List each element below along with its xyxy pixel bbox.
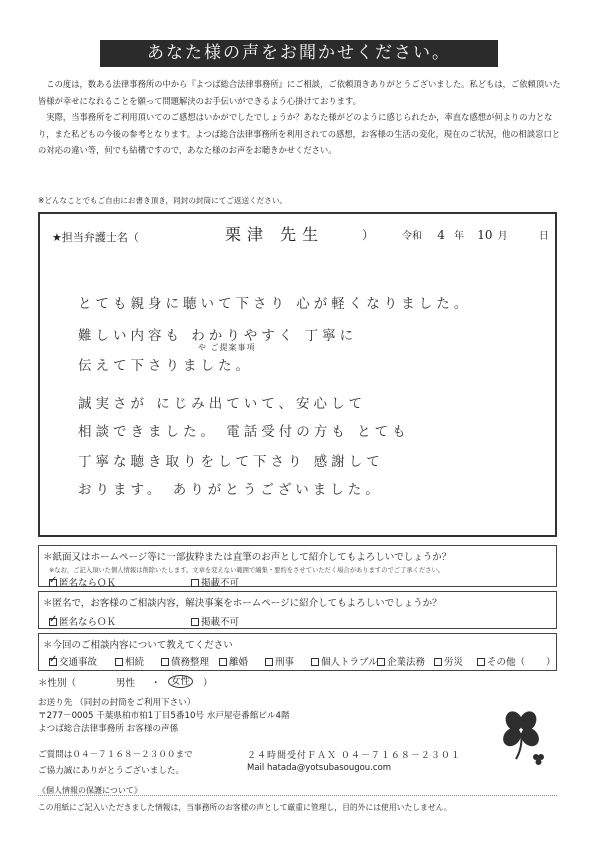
q3-option-criminal[interactable]: [265, 654, 294, 668]
q3-option-other[interactable]: [477, 654, 525, 668]
checkbox-checked-icon[interactable]: [49, 618, 57, 626]
date-month: 10: [477, 228, 493, 242]
q3-option-label: 債務整理: [171, 657, 210, 668]
q3-option-label: その他（: [487, 657, 526, 668]
intro-paragraph-2: 実際，当事務所をご利用頂いてのご感想はいかがでしたでしょうか？あなた様がどのように感じられたか，率直な感想が何よりの力となり，また私どもの今後の参考となります。よつば総合法律事務所を利用されての感想，お客様の生活の変化，現在のご状況，他の相談窓口との対応の違い等，何でも結構ですので，あなた様のお声をお聴きかせください。: [38, 112, 561, 155]
q3-option-label: 交通事故: [59, 657, 98, 668]
q3-option-corporate[interactable]: [377, 654, 425, 668]
checkbox-icon[interactable]: [311, 658, 319, 666]
checkbox-icon[interactable]: [191, 579, 199, 587]
checkbox-checked-icon[interactable]: [49, 579, 57, 587]
date-field[interactable]: [402, 227, 549, 242]
checkbox-icon[interactable]: [161, 658, 169, 666]
lawyer-label: ★担当弁護士名（: [52, 231, 139, 244]
date-era: 令和: [402, 231, 422, 242]
checkbox-icon[interactable]: [434, 658, 442, 666]
lawyer-paren-close: ）: [362, 228, 375, 242]
comment-line-2: 難しい内容も わかりやすく 丁寧に: [78, 328, 358, 344]
gender-separator: ・: [151, 678, 161, 689]
intro-paragraph-1: この度は，数ある法律事務所の中から『よつば総合法律事務所』にご相談，ご依頼頂きありがとうございました。私どもは，ご依頼頂いた皆様が幸せになれることを願って問題解決のお手伝いができるよう心掛けております。: [38, 79, 561, 106]
intro-text: [38, 76, 563, 159]
q2-option-not-allowed[interactable]: [191, 614, 239, 628]
sender-mail[interactable]: Mail hatada@yotsubasougou.com: [247, 763, 392, 773]
date-year: 4: [437, 228, 445, 242]
comment-line-1: とても親身に聴いて下さり 心が軽くなりました。: [78, 296, 472, 312]
checkbox-icon[interactable]: [191, 618, 199, 626]
sender-address: 〒277－0005 千葉県柏市柏1丁目5番10号 水戸屋壱番館ビル4階: [38, 711, 290, 721]
q3-option-label: 企業法務: [387, 657, 426, 668]
checkbox-checked-icon[interactable]: [49, 658, 57, 666]
lawyer-name[interactable]: 栗津 先生: [225, 225, 325, 244]
q1-subnote: ※なお，ご記入頂いた個人情報は削除いたします。文章を変えない範囲で編集・要約をさせていただく場合がありますのでご了承ください。: [49, 567, 445, 574]
privacy-title: 《個人情報の保護について》: [38, 786, 142, 795]
q2-option-not-allowed-label: 掲載不可: [201, 617, 240, 628]
checkbox-icon[interactable]: [219, 658, 227, 666]
page-title: あなた様の声をお聞かせください。: [100, 40, 498, 67]
instruction-note: ※どんなことでもご自由にお書き頂き，同封の封筒にてご返送ください。: [38, 196, 288, 205]
sender-fax: ２４時間受付ＦＡＸ ０４－７１６８－２３０１: [247, 751, 461, 761]
q3-option-traffic[interactable]: [49, 654, 97, 668]
checkbox-icon[interactable]: [477, 658, 485, 666]
q2-option-anonymous-ok[interactable]: [49, 614, 116, 628]
q3-option-label: 個人トラブル: [321, 657, 378, 668]
privacy-text: この用紙にご記入いただきました情報は，当事務所のお客様の声として厳重に管理し，目的外には使用いたしません。: [38, 803, 452, 812]
checkbox-icon[interactable]: [115, 658, 123, 666]
comment-line-4: 誠実さが にじみ出ていて、安心して: [78, 396, 367, 412]
q3-option-inheritance[interactable]: [115, 654, 144, 668]
comment-line-7: おります。 ありがとうございました。: [78, 482, 383, 498]
q1-title: ＊紙面又はホームページ等に一部抜粋または直筆のお声として紹介してもよろしいでしょうか？: [43, 552, 452, 563]
comment-line-3: 伝えて下さりました。: [78, 358, 253, 374]
sender-office: よつば総合法律事務所 お客様の声係: [38, 724, 179, 734]
checkbox-icon[interactable]: [265, 658, 273, 666]
q3-option-other-close: ）: [546, 657, 556, 668]
date-month-unit: 月: [497, 231, 508, 242]
q3-option-label: 刑事: [275, 657, 295, 668]
gender-male[interactable]: 男性: [116, 678, 136, 689]
q1-option-not-allowed-label: 掲載不可: [201, 578, 240, 589]
question-publish-consent: [38, 545, 557, 587]
q3-option-workplace-injury[interactable]: [434, 654, 463, 668]
date-year-unit: 年: [454, 231, 465, 242]
question-case-type: [38, 633, 557, 671]
sender-phone: ご質問は０４－７１６８－２３００まで: [38, 750, 193, 760]
q2-title: ＊匿名で，お客様のご相談内容，解決事案をホームページに紹介してもよろしいでしょうか？: [43, 598, 442, 609]
comment-insert: や ご提案事項: [198, 343, 256, 352]
q1-option-anonymous-ok[interactable]: [49, 575, 116, 589]
date-day-unit: 日: [538, 231, 549, 242]
q3-option-label: 相続: [125, 657, 145, 668]
q3-option-label: 労災: [444, 657, 464, 668]
q3-title: ＊今回のご相談内容について教えてください: [43, 640, 233, 651]
gender-female-circled[interactable]: 女性: [168, 675, 193, 688]
comment-box: [38, 212, 557, 537]
q4-close: ）: [203, 678, 213, 689]
question-case-consent: [38, 591, 557, 629]
q3-option-personal-trouble[interactable]: [311, 654, 378, 668]
question-gender: [38, 675, 557, 690]
q3-option-label: 離婚: [229, 657, 249, 668]
q1-option-anonymous-ok-label: 匿名ならＯＫ: [59, 578, 117, 589]
sender-thanks: ご協力誠にありがとうございました。: [38, 766, 185, 776]
sender-title: お送り先 （同封の封筒をご利用下さい）: [38, 698, 196, 708]
q2-option-anonymous-ok-label: 匿名ならＯＫ: [59, 617, 117, 628]
comment-line-5: 相談できました。 電話受付の方も とても: [78, 424, 410, 440]
q3-option-debt[interactable]: [161, 654, 209, 668]
privacy-divider: [38, 795, 557, 796]
sender-block: [38, 697, 290, 736]
clover-logo-icon: [492, 707, 550, 769]
checkbox-icon[interactable]: [377, 658, 385, 666]
comment-line-6: 丁寧な聴き取りをして下さり 感謝して: [78, 454, 384, 470]
q3-option-divorce[interactable]: [219, 654, 248, 668]
q1-option-not-allowed[interactable]: [191, 575, 239, 589]
q4-title: ＊性別（: [38, 678, 77, 689]
